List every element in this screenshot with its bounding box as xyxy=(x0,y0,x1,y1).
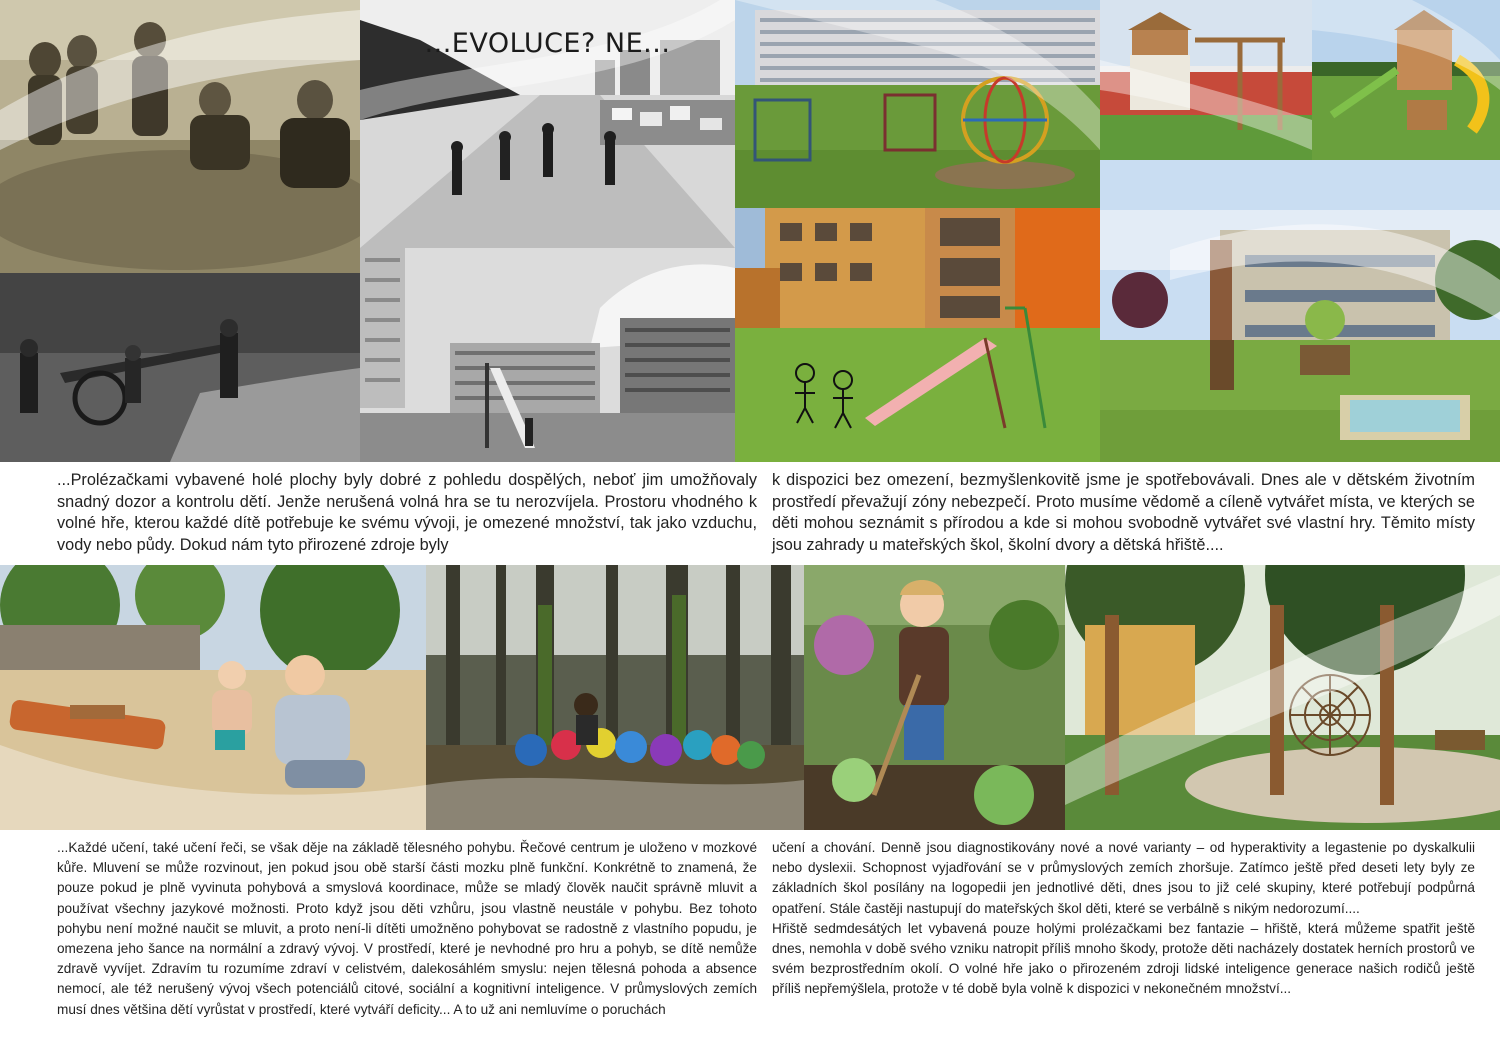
page-headline: ...EVOLUCE? NE... xyxy=(424,28,671,59)
top-text-left-column xyxy=(57,470,757,556)
top-text-right-column xyxy=(772,470,1475,556)
bottom-text-right-paragraph-1: učení a chování. Denně jsou diagnostikovány nové a nové varianty – od hyperaktivity a legastenie po dyskalkulii nebo dyslexii. Schopnost vyjadřování se v průmyslových zemích zhoršuje. Zatímco ještě před deseti lety byly ze základních škol posílány na logopedii jen jednotlivé děti, dnes jsou to již celé skupiny, které potřebují podpůrná opatření. Stále častěji nastupují do mateřských škol děti, které se verbálně s nikým nedorozumí.... xyxy=(772,840,1475,916)
photo-wooden-play-tower-2 xyxy=(1312,0,1500,160)
photo-children-sandpit xyxy=(0,565,426,830)
photo-sepia-children-playing xyxy=(0,0,360,273)
photo-children-forest xyxy=(426,565,804,830)
photo-playground-globe-climber xyxy=(735,0,1100,208)
photo-apartments-slide xyxy=(735,208,1100,462)
bottom-text-right-paragraph-2: Hřiště sedmdesátých let vybavená pouze holými prolézačkami bez fantazie – hřiště, která můžeme spatřit ještě dnes, nemohla v době svého vzniku natropit příliš mnoho škody, protože děti nacházely dostatek herních prostorů ve svém bezprostředním okolí. O volné hře jako o přirozeném zdroji lidské inteligence generace našich rodičů ještě příliš nepřemýšlela, protože v té době byla volně k dispozici v nekonečném množství... xyxy=(772,920,1475,997)
photo-wooden-play-tower-1 xyxy=(1100,0,1312,160)
photo-kindergarten-garden xyxy=(1100,160,1500,462)
photo-natural-playground-rope-web xyxy=(1065,565,1500,830)
top-text-right-paragraph: k dispozici bez omezení, bezmyšlenkovitě jsme je spotřebovávali. Dnes ale v dětském životním prostředí převažují zóny nebezpečí. Proto musíme vědomě a cíleně vytvářet místa, ve kterých se děti mohou seznámit s přírodou a kde si mohou svobodně vytvářet své vlastní hry. Těmito místy jsou zahrady u mateřských škol, školní dvory a dětská hřiště.... xyxy=(772,471,1475,554)
photo-child-gardening xyxy=(804,565,1065,830)
bottom-text-right-column xyxy=(772,838,1475,1000)
photo-bw-housing-estate-slide xyxy=(360,248,735,462)
photo-bw-children-water-cart xyxy=(0,273,360,462)
bottom-text-left-paragraph: ...Každé učení, také učení řeči, se však děje na základě tělesného pohybu. Řečové centrum je uloženo v mozkové kůře. Mluvení se může rozvinout, jen pokud jsou obě starší části mozku plně funkční. Konkrétně to znamená, že pouze pokud je plně vyvinuta pohybová a smyslová koordinace, může se mladý člověk naučit správně mluvit a používat všechny jazykové možnosti. Proto když jsou děti vzhůru, jsou vlastně neustále v pohybu. Bez tohoto pohybu není možné naučit se mluvit, a proto není-li dítěti umožněno pohybovat se radostně z vlastního popudu, je omezena jeho šance na normální a zdravý vývoj. V prostředí, které je nevhodné pro hru a pohyb, se dítě nemůže zdravě vyvíjet. Zdravím tu rozumíme zdraví v celistvém, dalekosáhlém smyslu: nejen tělesná pohoda a absence nemocí, ale též nerušený vývoj všech potenciálů citové, sociální a kognitivní inteligence. V průmyslových zemích musí dnes většina dětí vyrůstat v prostředí, které vytváří deficity... A to už ani nemluvíme o poruchách xyxy=(57,840,757,1017)
top-text-left-paragraph: ...Prolézačkami vybavené holé plochy byly dobré z pohledu dospělých, neboť jim umožňovaly snadný dozor a kontrolu dětí. Jenže nerušená volná hra se tu nerozvíjela. Prostoru vhodného k volné hře, kterou každé dítě potřebuje ke svému vývoji, je omezené množství, tak jako vzduchu, vody nebo půdy. Dokud nám tyto přirozené zdroje byly xyxy=(57,471,757,554)
bottom-text-left-column xyxy=(57,838,757,1020)
